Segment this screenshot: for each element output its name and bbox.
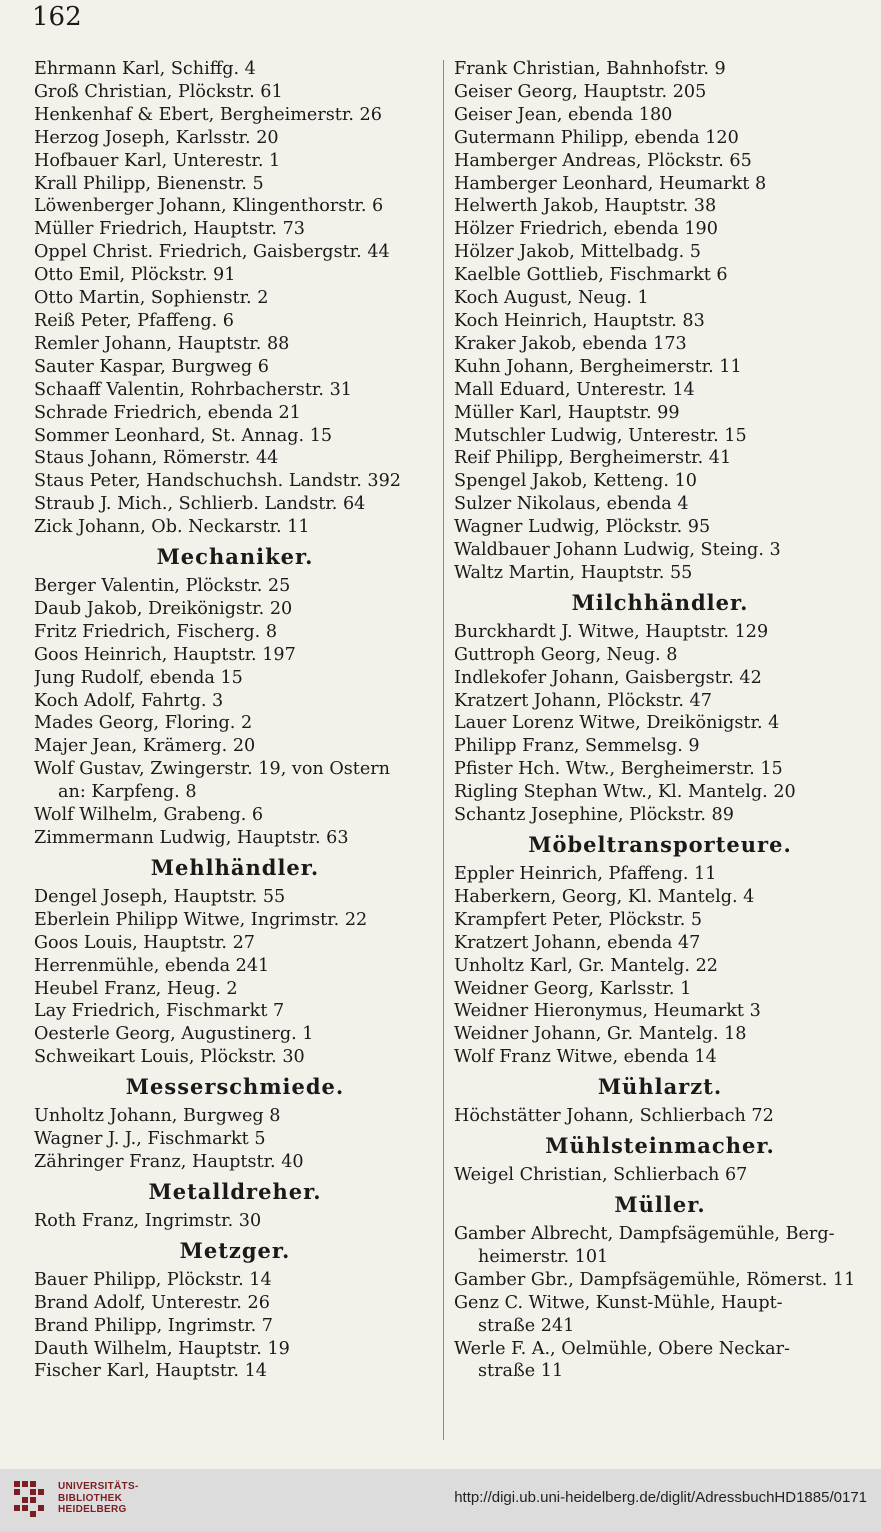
directory-entry: Heubel Franz, Heug. 2 [34, 978, 238, 999]
entry-continuation: an: Karpfeng. 8 [58, 782, 197, 803]
library-name-line-1: UNIVERSITÄTS- [58, 1481, 139, 1492]
section-heading: Mehlhändler. [150, 854, 320, 880]
directory-entry: Geiser Jean, ebenda 180 [454, 104, 673, 125]
directory-entry: Daub Jakob, Dreikönigstr. 20 [34, 598, 293, 619]
directory-entry: Unholtz Johann, Burgweg 8 [34, 1106, 281, 1127]
directory-entry: Kratzert Johann, Plöckstr. 47 [454, 690, 712, 711]
directory-entry: Krall Philipp, Bienenstr. 5 [34, 173, 264, 194]
directory-entry: Kraker Jakob, ebenda 173 [454, 333, 687, 354]
directory-entry: Henkenhaf & Ebert, Bergheimerstr. 26 [34, 104, 382, 125]
directory-entry: Unholtz Karl, Gr. Mantelg. 22 [454, 955, 718, 976]
directory-entry: Mall Eduard, Unterestr. 14 [454, 379, 695, 400]
directory-entry: Frank Christian, Bahnhofstr. 9 [454, 59, 726, 79]
section-heading: Mühlarzt. [597, 1074, 723, 1100]
directory-entry: Löwenberger Johann, Klingenthorstr. 6 [34, 196, 384, 217]
directory-entry: Philipp Franz, Semmelsg. 9 [454, 736, 700, 757]
section-heading: Mühlsteinmacher. [545, 1133, 775, 1159]
page-number: 162 [32, 2, 82, 32]
directory-entry: Fritz Friedrich, Fischerg. 8 [34, 621, 278, 642]
directory-entry: Ehrmann Karl, Schiffg. 4 [34, 59, 256, 79]
directory-entry: Hofbauer Karl, Unterestr. 1 [34, 150, 281, 171]
entry-continuation: heimerstr. 101 [478, 1246, 609, 1267]
column-divider [443, 60, 444, 1440]
directory-entry: Staus Peter, Handschuchsh. Landstr. 392 [34, 471, 401, 492]
directory-entry: Reiß Peter, Pfaffeng. 6 [34, 310, 234, 331]
directory-entry: Wolf Franz Witwe, ebenda 14 [454, 1047, 717, 1068]
directory-entry: Lauer Lorenz Witwe, Dreikönigstr. 4 [454, 713, 780, 734]
directory-entry: Waldbauer Johann Ludwig, Steing. 3 [454, 540, 781, 561]
directory-entry: Lay Friedrich, Fischmarkt 7 [34, 1001, 285, 1022]
directory-entry: Weidner Hieronymus, Heumarkt 3 [454, 1001, 761, 1022]
section-heading: Möbeltransporteure. [528, 832, 792, 857]
directory-entry: Jung Rudolf, ebenda 15 [34, 667, 243, 688]
directory-entry: Guttroph Georg, Neug. 8 [454, 644, 678, 665]
directory-entry: Koch Adolf, Fahrtg. 3 [34, 690, 224, 711]
directory-entry: Sommer Leonhard, St. Annag. 15 [34, 425, 333, 446]
directory-entry: Burckhardt J. Witwe, Hauptstr. 129 [454, 621, 769, 642]
directory-entry: Roth Franz, Ingrimstr. 30 [34, 1210, 262, 1231]
section-heading: Messerschmiede. [125, 1074, 345, 1100]
directory-entry: Sauter Kaspar, Burgweg 6 [34, 356, 269, 377]
directory-entry: Zimmermann Ludwig, Hauptstr. 63 [34, 828, 349, 848]
directory-entry: Mutschler Ludwig, Unterestr. 15 [454, 425, 747, 446]
directory-entry: Müller Karl, Hauptstr. 99 [454, 402, 680, 423]
directory-entry: Indlekofer Johann, Gaisbergstr. 42 [454, 667, 762, 688]
directory-entry: Mades Georg, Floring. 2 [34, 713, 253, 734]
directory-entry: Eppler Heinrich, Pfaffeng. 11 [454, 864, 717, 884]
directory-entry: Otto Martin, Sophienstr. 2 [34, 288, 269, 309]
directory-entry: Wagner Ludwig, Plöckstr. 95 [454, 517, 711, 538]
directory-entry: Herzog Joseph, Karlsstr. 20 [34, 127, 279, 148]
directory-entry: Brand Philipp, Ingrimstr. 7 [34, 1315, 273, 1336]
directory-entry: Haberkern, Georg, Kl. Mantelg. 4 [454, 886, 755, 907]
directory-entry: Oesterle Georg, Augustinerg. 1 [34, 1024, 314, 1045]
directory-entry: Reif Philipp, Bergheimerstr. 41 [454, 448, 732, 469]
left-column [34, 58, 436, 1383]
section-heading: Metzger. [179, 1237, 291, 1263]
directory-entry: Wolf Gustav, Zwingerstr. 19, von Ostern [34, 759, 391, 780]
directory-entry: Berger Valentin, Plöckstr. 25 [34, 576, 291, 597]
section-heading: Mechaniker. [156, 544, 314, 570]
directory-entry: Koch August, Neug. 1 [454, 288, 649, 309]
directory-entry: Gutermann Philipp, ebenda 120 [454, 127, 739, 148]
directory-entry: Kratzert Johann, ebenda 47 [454, 932, 701, 953]
directory-entry: Eberlein Philipp Witwe, Ingrimstr. 22 [34, 909, 368, 930]
directory-entry: Wolf Wilhelm, Grabeng. 6 [34, 805, 264, 826]
directory-entry: Schantz Josephine, Plöckstr. 89 [454, 805, 734, 826]
directory-entry: Helwerth Jakob, Hauptstr. 38 [454, 196, 717, 217]
source-url-link[interactable]: http://digi.ub.uni-heidelberg.de/diglit/AdressbuchHD1885/0171 [454, 1489, 867, 1506]
directory-entry: Straub J. Mich., Schlierb. Landstr. 64 [34, 494, 366, 515]
directory-entry: Kuhn Johann, Bergheimerstr. 11 [454, 356, 742, 377]
entry-continuation: straße 11 [478, 1361, 564, 1382]
directory-entry: Weidner Georg, Karlsstr. 1 [454, 978, 692, 999]
directory-entry: Majer Jean, Krämerg. 20 [34, 736, 256, 757]
directory-entry: Wagner J. J., Fischmarkt 5 [34, 1129, 266, 1150]
directory-entry: Schaaff Valentin, Rohrbacherstr. 31 [34, 379, 352, 400]
directory-entry: Waltz Martin, Hauptstr. 55 [454, 562, 693, 583]
directory-entry: Koch Heinrich, Hauptstr. 83 [454, 310, 705, 331]
directory-entry: Zähringer Franz, Hauptstr. 40 [34, 1151, 304, 1172]
directory-entry: Hamberger Andreas, Plöckstr. 65 [454, 150, 752, 171]
directory-entry: Geiser Georg, Hauptstr. 205 [454, 81, 707, 102]
directory-entry: Sulzer Nikolaus, ebenda 4 [454, 494, 689, 515]
directory-entry: Goos Heinrich, Hauptstr. 197 [34, 644, 296, 665]
library-name [58, 1481, 139, 1516]
directory-entry: Dengel Joseph, Hauptstr. 55 [34, 886, 286, 907]
directory-entry: Oppel Christ. Friedrich, Gaisbergstr. 44 [34, 242, 390, 263]
directory-entry: Dauth Wilhelm, Hauptstr. 19 [34, 1338, 290, 1359]
directory-entry: Weidner Johann, Gr. Mantelg. 18 [454, 1024, 747, 1045]
directory-entry: Rigling Stephan Wtw., Kl. Mantelg. 20 [454, 782, 796, 803]
directory-entry: Kaelble Gottlieb, Fischmarkt 6 [454, 265, 728, 286]
right-column [454, 58, 866, 1383]
section-heading: Metalldreher. [148, 1178, 322, 1204]
directory-entry: Goos Louis, Hauptstr. 27 [34, 932, 255, 953]
directory-entry: Pfister Hch. Wtw., Bergheimerstr. 15 [454, 759, 783, 780]
directory-entry: Krampfert Peter, Plöckstr. 5 [454, 909, 703, 930]
directory-entry: Werle F. A., Oelmühle, Obere Neckar- [454, 1338, 790, 1359]
directory-entry: Hamberger Leonhard, Heumarkt 8 [454, 173, 767, 194]
directory-entry: Brand Adolf, Unterestr. 26 [34, 1292, 270, 1313]
directory-entry: Weigel Christian, Schlierbach 67 [454, 1165, 748, 1186]
section-heading: Müller. [614, 1191, 706, 1217]
library-name-line-3: HEIDELBERG [58, 1504, 127, 1515]
directory-entry: Spengel Jakob, Ketteng. 10 [454, 471, 697, 492]
directory-entry: Gamber Gbr., Dampfsägemühle, Römerst. 11 [454, 1269, 856, 1290]
university-library-logo-icon [12, 1479, 50, 1519]
library-name-line-2: BIBLIOTHEK [58, 1492, 123, 1504]
directory-entry: Zick Johann, Ob. Neckarstr. 11 [34, 517, 310, 538]
directory-entry: Staus Johann, Römerstr. 44 [34, 448, 279, 469]
directory-entry: Remler Johann, Hauptstr. 88 [34, 333, 290, 354]
directory-entry: Schrade Friedrich, ebenda 21 [34, 402, 301, 423]
entry-continuation: straße 241 [478, 1315, 575, 1336]
directory-entry: Schweikart Louis, Plöckstr. 30 [34, 1047, 305, 1068]
section-heading: Milchhändler. [571, 589, 749, 615]
directory-entry: Bauer Philipp, Plöckstr. 14 [34, 1269, 272, 1290]
directory-entry: Höchstätter Johann, Schlierbach 72 [454, 1106, 774, 1127]
directory-entry: Groß Christian, Plöckstr. 61 [34, 81, 283, 102]
directory-entry: Genz C. Witwe, Kunst-Mühle, Haupt- [454, 1292, 783, 1313]
directory-entry: Hölzer Friedrich, ebenda 190 [454, 219, 718, 240]
directory-entry: Otto Emil, Plöckstr. 91 [34, 265, 236, 286]
directory-entry: Gamber Albrecht, Dampfsägemühle, Berg- [454, 1223, 835, 1244]
directory-entry: Herrenmühle, ebenda 241 [34, 955, 270, 976]
footer-bar [0, 1469, 881, 1532]
directory-entry: Fischer Karl, Hauptstr. 14 [34, 1361, 267, 1382]
directory-entry: Hölzer Jakob, Mittelbadg. 5 [454, 242, 701, 263]
directory-entry: Müller Friedrich, Hauptstr. 73 [34, 219, 305, 240]
